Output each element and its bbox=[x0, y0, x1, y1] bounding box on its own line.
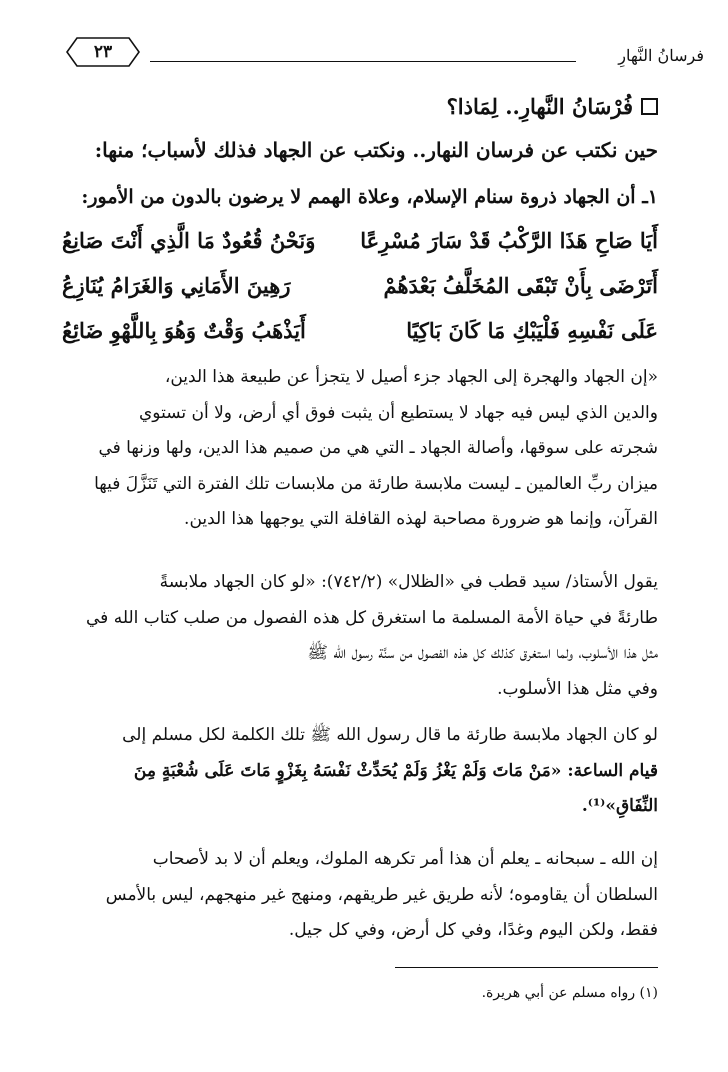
header-rule bbox=[150, 61, 576, 62]
section-heading bbox=[58, 94, 658, 119]
poem-verse bbox=[62, 273, 658, 307]
running-title: فرسانُ النَّهارِ bbox=[618, 46, 704, 65]
text-line: شجرته على سوقها، وأصالة الجهاد ـ التي هي من صميم هذا الدين، ولها وزنها في bbox=[98, 438, 658, 458]
text-line: فقط، ولكن اليوم وغدًا، وفي كل أرض، وفي كل جيل. bbox=[288, 920, 658, 940]
poem-verse bbox=[62, 228, 658, 262]
paragraph-kings bbox=[58, 842, 658, 949]
intro-question: حين نكتب عن فرسان النهار.. ونكتب عن الجهاد فذلك لأسباب؛ منها: bbox=[94, 138, 658, 162]
text-line: إن الله ـ سبحانه ـ يعلم أن هذا أمر تكرهه الملوك، ويعلم أن لا بد لأصحاب bbox=[152, 849, 658, 869]
hadith-line: النِّفَاقِ»⁽¹⁾. bbox=[581, 796, 658, 816]
page-header bbox=[60, 30, 704, 74]
verse-first-hemistich: أَتَرْضَى بِأَنْ تَبْقَى المُخَلَّفُ بَعْدَهُمْ bbox=[383, 273, 658, 298]
verse-second-hemistich: وَنَحْنُ قُعُودٌ مَا الَّذِي أَنْتَ صَانِعُ bbox=[62, 228, 316, 253]
text-line: «إن الجهاد والهجرة إلى الجهاد جزء أصيل لا يتجزأ عن طبيعة هذا الدين، bbox=[164, 367, 658, 387]
footnote-rule bbox=[395, 967, 658, 968]
text-line: وفي مثل هذا الأسلوب. bbox=[497, 678, 658, 699]
paragraph-hadith bbox=[58, 718, 658, 825]
text-line: مثل هذا الأسلوب، ولما استغرق كذلك كل هذه الفصول من سنَّة رسول الله ﷺ bbox=[307, 643, 658, 663]
verse-first-hemistich: أَيَا صَاحِ هَذَا الرَّكْبُ قَدْ سَارَ مُسْرِعًا bbox=[360, 228, 658, 253]
checkbox-square-icon bbox=[641, 98, 658, 115]
text-line: ميزان ربِّ العالمين ـ ليست ملابسة طارئة من ملابسات تلك الفترة التي تَنَزَّلَ فيها bbox=[94, 473, 658, 494]
poem-verse bbox=[62, 318, 658, 352]
paragraph-sayyid-qutb-quote bbox=[58, 565, 658, 707]
text-line: لو كان الجهاد ملابسة طارئة ما قال رسول الله ﷺ تلك الكلمة لكل مسلم إلى bbox=[122, 725, 658, 745]
section-heading-text: فُرْسَانُ النَّهارِ.. لِمَاذا؟ bbox=[446, 94, 633, 119]
verse-second-hemistich: أَيَذْهَبُ وَقْتٌ وَهُوَ بِاللَّهْوِ ضَائِعُ bbox=[62, 318, 306, 343]
text-line: يقول الأستاذ/ سيد قطب في «الظلال» (٧٤٢/٢): «لو كان الجهاد ملابسةً bbox=[159, 572, 658, 592]
text-line: السلطان أن يقاوموه؛ لأنه طريق غير طريقهم، ومنهج غير منهجهم، ليس بالأمس bbox=[105, 884, 658, 905]
footnote: (١) رواه مسلم عن أبي هريرة. bbox=[481, 985, 658, 1001]
page-number-badge bbox=[63, 34, 143, 70]
paragraph-jihad-nature bbox=[58, 360, 658, 538]
text-line: والدين الذي ليس فيه جهاد لا يستطيع أن يثبت فوق أي أرض، ولا أن تستوي bbox=[138, 402, 658, 423]
text-line: القرآن، وإنما هو ضرورة مصاحبة لهذه القافلة التي يوجهها هذا الدين. bbox=[184, 509, 658, 529]
page-number: ٢٣ bbox=[93, 42, 113, 62]
verse-first-hemistich: عَلَى نَفْسِهِ فَلْيَبْكِ مَا كَانَ بَاكِيًا bbox=[406, 318, 658, 343]
point-one: ١ـ أن الجهاد ذروة سنام الإسلام، وعلاة الهمم لا يرضون بالدون من الأمور: bbox=[81, 186, 658, 208]
text-line: طارئةً في حياة الأمة المسلمة ما استغرق كل هذه الفصول من صلب كتاب الله في bbox=[86, 607, 658, 628]
hadith-line: قيام الساعة: «مَنْ مَاتَ وَلَمْ يَغْزُ وَلَمْ يُحَدِّثْ نَفْسَهُ بِغَزْوٍ مَاتَ عَلَى شُعْبَةٍ مِنَ bbox=[133, 760, 658, 781]
verse-second-hemistich: رَهِينَ الأَمَانِي وَالغَرَامُ يُنَازِعُ bbox=[62, 273, 291, 298]
